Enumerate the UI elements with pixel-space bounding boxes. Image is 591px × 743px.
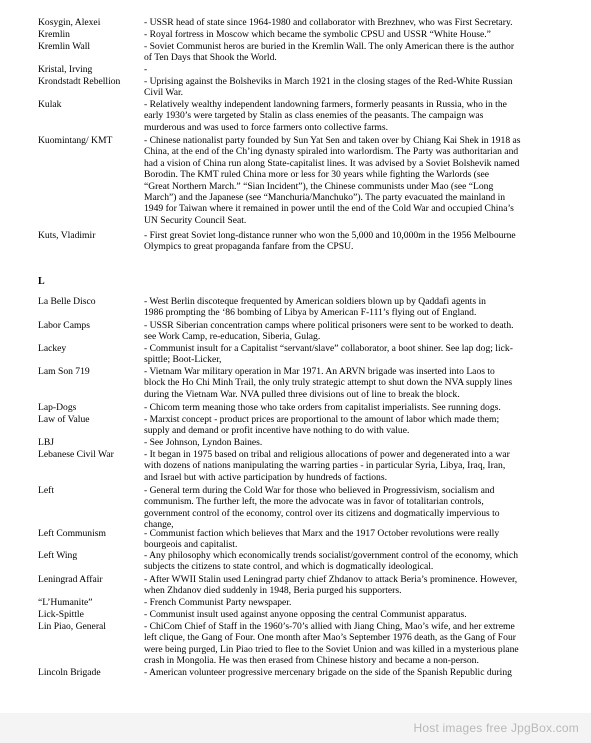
footer-bar — [0, 713, 591, 743]
entry-term: Kuts, Vladimir — [38, 230, 96, 241]
definition-line: - American volunteer progressive mercenary brigade on the side of the Spanish Republic during — [144, 667, 512, 678]
definition-line: - West Berlin discoteque frequented by American soldiers blown up by Qaddafi agents in — [144, 296, 486, 307]
definition-line: - French Communist Party newspaper. — [144, 597, 292, 608]
entry-term: Krondstadt Rebellion — [38, 76, 121, 87]
definition-line: - It began in 1975 based on tribal and religious allocations of power and degenerated into a war — [144, 449, 510, 460]
definition-line: - Communist insult for a Capitalist “servant/slave” collaborator, a boot shiner. See lap dog; lick- — [144, 343, 513, 354]
entry-term: Lackey — [38, 343, 67, 354]
entry-definition — [144, 449, 556, 483]
definition-line: and Israel but with active participation by hundreds of factions. — [144, 471, 387, 483]
entry-definition — [144, 574, 556, 597]
footer-watermark[interactable]: Host images free JpgBox.com — [413, 721, 579, 735]
definition-line: subjects the citizens to state control, and which is dogmatically ideological. — [144, 561, 434, 573]
definition-line: change, — [144, 519, 174, 531]
definition-line: were being purged, Lin Piao tried to flee to the Soviet Union and was killed in a mysterious plane — [144, 643, 519, 655]
definition-line: of Ten Days that Shook the World. — [144, 52, 277, 64]
definition-line: - Royal fortress in Moscow which became the symbolic CPSU and USSR “White House.” — [144, 29, 491, 40]
entry-term: Kristal, Irving — [38, 64, 93, 75]
entry-term: Left Communism — [38, 528, 106, 539]
definition-line: government control of the economy, control over its citizens and dogmatically impervious to — [144, 507, 500, 519]
entry-term: Left — [38, 485, 54, 496]
entry-term: Kremlin Wall — [38, 41, 91, 52]
entry-definition — [144, 528, 556, 551]
definition-line: - Any philosophy which economically trends socialist/government control of the economy, which — [144, 550, 518, 561]
entry-definition — [144, 597, 556, 608]
entry-definition — [144, 17, 556, 28]
entry-definition — [144, 76, 556, 99]
entry-term: Left Wing — [38, 550, 78, 561]
entry-definition — [144, 41, 556, 64]
entry-definition — [144, 667, 556, 678]
entry-term: LBJ — [38, 437, 54, 448]
entry-term: Lincoln Brigade — [38, 667, 101, 678]
definition-line: 1949 for Taiwan where it remained in power until the end of the Cold War and occupied China’s — [144, 203, 514, 215]
entry-term: Law of Value — [38, 414, 90, 425]
definition-line: supply and demand or profit incentive have nothing to do with value. — [144, 425, 410, 437]
entry-definition — [144, 414, 556, 437]
definition-line: - See Johnson, Lyndon Baines. — [144, 437, 263, 448]
entry-term: Lin Piao, General — [38, 621, 106, 632]
entry-definition — [144, 366, 556, 400]
entry-definition — [144, 99, 556, 133]
definition-line: crash in Mongolia. He was then erased from Chinese history and became a non-person. — [144, 655, 479, 667]
definition-line: - Soviet Communist heros are buried in the Kremlin Wall. The only American there is the author — [144, 41, 515, 52]
definition-line: China, at the end of the Ch’ing dynasty spiraled into warlordism. The Party was authoritarian and — [144, 146, 519, 158]
entry-definition — [144, 437, 556, 448]
definition-line: Civil War. — [144, 87, 184, 99]
definition-line: - Relatively wealthy independent landowning farmers, formerly peasants in Russia, who in the — [144, 99, 507, 110]
definition-line: had a vision of China run along State-capitalist lines. It was advised by a Soviet Bolshevik named — [144, 157, 520, 169]
definition-line: when Zhdanov died suddenly in 1948, Beria purged his supporters. — [144, 585, 402, 597]
entry-term: Kosygin, Alexei — [38, 17, 101, 28]
entry-definition — [144, 609, 556, 620]
definition-line: - First great Soviet long-distance runner who won the 5,000 and 10,000m in the 1956 Melbourne — [144, 230, 516, 241]
definition-line: - Chinese nationalist party founded by Sun Yat Sen and taken over by Chiang Kai Shek in 1918 as — [144, 135, 521, 146]
definition-line: March”) and the Japanese (see “Manchuria/Manchuko”). The party evacuated the mainland in — [144, 192, 506, 204]
definition-line: murderous and was used to force farmers onto collective farms. — [144, 121, 389, 133]
entry-term: Lam Son 719 — [38, 366, 90, 377]
definition-line: see Work Camp, re-education, Siberia, Gulag. — [144, 331, 321, 343]
entry-definition — [144, 230, 556, 253]
definition-line: bourgeois and capitalist. — [144, 539, 238, 551]
entry-term: Leningrad Affair — [38, 574, 103, 585]
entry-definition — [144, 296, 556, 319]
definition-line: - ChiCom Chief of Staff in the 1960’s-70’s allied with Jiang Ching, Mao’s wife, and her extreme — [144, 621, 515, 632]
entry-definition — [144, 402, 556, 413]
definition-line: block the Ho Chi Minh Trail, the only truly strategic attempt to shut down the NVA supply lines — [144, 377, 513, 389]
definition-line: 1986 prompting the ‘86 bombing of Libya by American F-111’s flying out of England. — [144, 307, 477, 319]
definition-line: - USSR Siberian concentration camps where political prisoners were sent to be worked to death. — [144, 320, 514, 331]
entry-definition — [144, 135, 556, 226]
definition-line: - Communist insult used against anyone opposing the central Communist apparatus. — [144, 609, 467, 620]
definition-line: - After WWII Stalin used Leningrad party chief Zhdanov to attack Beria’s prominence. However, — [144, 574, 518, 585]
definition-line: communism. The further left, the more the advocate was in favor of totalitarian controls, — [144, 496, 484, 508]
entry-definition — [144, 485, 556, 531]
definition-line: - Communist faction which believes that Marx and the 1917 October revolutions were really — [144, 528, 500, 539]
entry-term: Labor Camps — [38, 320, 90, 331]
entry-definition — [144, 29, 556, 40]
entry-term: Kulak — [38, 99, 62, 110]
definition-line: left clique, the Gang of Four. One month after Mao’s September 1976 death, as the Gang of Four — [144, 632, 516, 644]
entry-term: “L’Humanite” — [38, 597, 93, 608]
section-heading: L — [38, 276, 45, 287]
definition-line: - — [144, 64, 148, 75]
definition-line: - General term during the Cold War for those who believed in Progressivism, socialism and — [144, 485, 495, 496]
definition-line: - USSR head of state since 1964-1980 and collaborator with Brezhnev, who was First Secretary. — [144, 17, 513, 28]
definition-line: during the Vietnam War. NVA pulled three divisions out of line to break the block. — [144, 388, 460, 400]
definition-line: spittle; Boot-Licker, — [144, 354, 222, 366]
definition-line: Olympics to great propaganda fanfare from the CPSU. — [144, 241, 354, 253]
definition-line: - Vietnam War military operation in Mar 1971. An ARVN brigade was inserted into Laos to — [144, 366, 495, 377]
definition-line: Borodin. The KMT ruled China more or less for 30 years while fighting the Warlords (see — [144, 169, 490, 181]
definition-line: “Great Northern March.” “Sian Incident”), the Chinese communists under Mao (see “Long — [144, 180, 494, 192]
definition-line: - Uprising against the Bolsheviks in March 1921 in the closing stages of the Red-White Russian — [144, 76, 513, 87]
entry-term: Lap-Dogs — [38, 402, 77, 413]
entry-definition — [144, 64, 556, 75]
definition-line: with dozens of nations manipulating the warring parties - in particular Syria, Libya, Iraq, Iran, — [144, 460, 506, 472]
entry-definition — [144, 343, 556, 366]
definition-line: UN Security Council Seat. — [144, 214, 247, 226]
entry-definition — [144, 621, 556, 667]
entry-term: Kremlin — [38, 29, 70, 40]
definition-line: - Chicom term meaning those who take orders from capitalist imperialists. See running dogs. — [144, 402, 501, 413]
definition-line: early 1930’s were targeted by Stalin as class enemies of the peasants. The campaign was — [144, 110, 484, 122]
definition-line: - Marxist concept - product prices are proportional to the amount of labor which made them; — [144, 414, 500, 425]
entry-term: La Belle Disco — [38, 296, 96, 307]
entry-term: Kuomintang/ KMT — [38, 135, 113, 146]
entry-term: Lick-Spittle — [38, 609, 84, 620]
entry-term: Lebanese Civil War — [38, 449, 114, 460]
entry-definition — [144, 550, 556, 573]
entry-definition — [144, 320, 556, 343]
